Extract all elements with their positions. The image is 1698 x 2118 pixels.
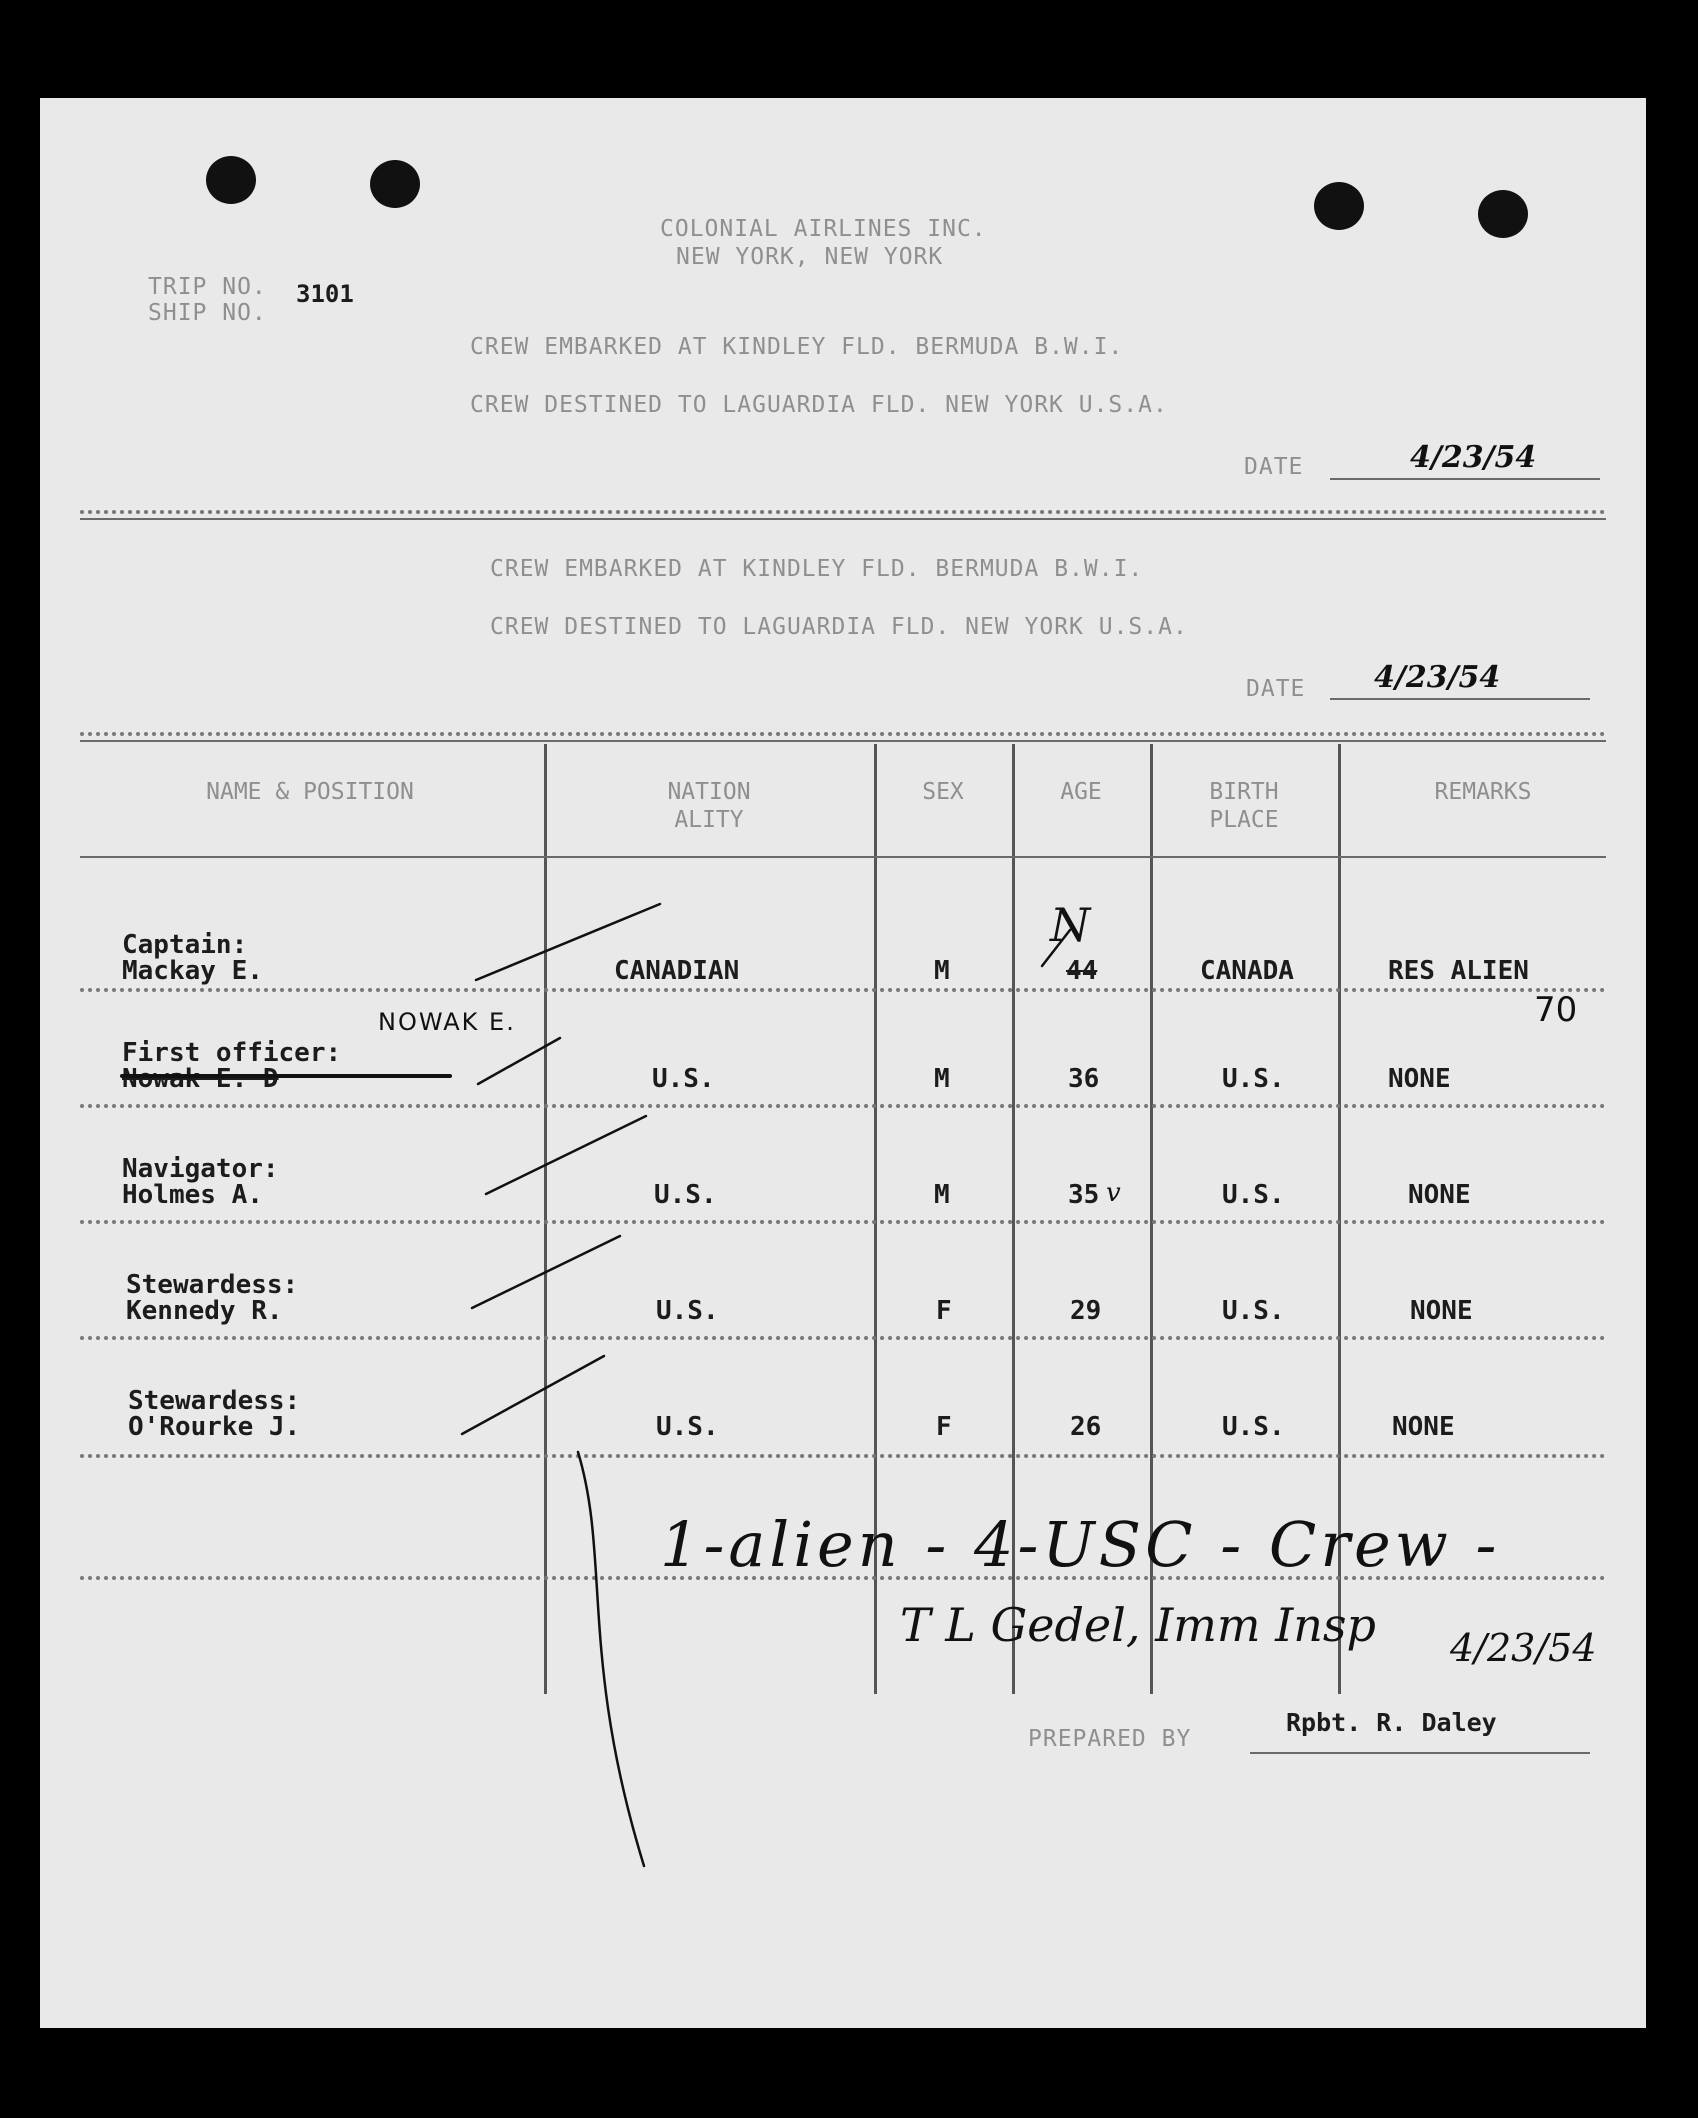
crew-age: 35 <box>1068 1180 1100 1210</box>
first-officer-correction: NOWAK E. <box>378 1008 516 1036</box>
crew-birthplace: U.S. <box>1222 1296 1285 1326</box>
crew-nationality: U.S. <box>652 1064 715 1094</box>
crew-sex: M <box>934 956 950 986</box>
check-stroke <box>462 1356 604 1434</box>
header-birthplace: BIRTH PLACE <box>1209 779 1279 833</box>
crew-birthplace: U.S. <box>1222 1412 1285 1442</box>
crew-remarks: NONE <box>1410 1296 1473 1326</box>
crew-remarks: NONE <box>1392 1412 1455 1442</box>
header-nationality: NATION ALITY <box>667 779 751 833</box>
ship-label: SHIP NO. <box>148 300 267 326</box>
crew-sex: F <box>936 1296 952 1326</box>
crew-remarks: NONE <box>1388 1064 1451 1094</box>
crew-name: Nowak E. D <box>122 1064 279 1094</box>
crew-position: Stewardess: <box>128 1386 301 1416</box>
crew-nationality: CANADIAN <box>614 956 740 986</box>
crew-name: O'Rourke J. <box>128 1412 301 1442</box>
inspector-signature: T L Gedel, Imm Insp <box>900 1598 1376 1652</box>
crew-remarks: NONE <box>1408 1180 1471 1210</box>
company-name: COLONIAL AIRLINES INC. <box>660 216 987 242</box>
date-label: DATE <box>1244 454 1304 480</box>
age-strike <box>1042 930 1070 966</box>
embarked-line: CREW EMBARKED AT KINDLEY FLD. BERMUDA B.W.I. <box>470 334 1124 360</box>
crew-position: Navigator: <box>122 1154 279 1184</box>
crew-age: 36 <box>1068 1064 1100 1094</box>
crew-age: 26 <box>1070 1412 1102 1442</box>
crew-nationality: U.S. <box>656 1296 719 1326</box>
destined-line: CREW DESTINED TO LAGUARDIA FLD. NEW YORK U.S.A. <box>490 614 1188 640</box>
header-name-position: NAME & POSITION <box>206 779 414 805</box>
crew-name: Mackay E. <box>122 956 263 986</box>
age-check-mark: N <box>1050 898 1091 952</box>
trip-number: 3101 <box>296 280 354 308</box>
trip-label: TRIP NO. <box>148 274 267 300</box>
check-stroke <box>472 1236 620 1308</box>
crew-birthplace: U.S. <box>1222 1180 1285 1210</box>
crew-nationality: U.S. <box>656 1412 719 1442</box>
crew-sex: M <box>934 1064 950 1094</box>
crew-age: 44 <box>1066 956 1098 986</box>
crew-position: First officer: <box>122 1038 342 1068</box>
date-value: 4/23/54 <box>1410 440 1537 475</box>
crew-birthplace: U.S. <box>1222 1064 1285 1094</box>
header-remarks: REMARKS <box>1434 779 1532 805</box>
crew-age: 29 <box>1070 1296 1102 1326</box>
vertical-stroke <box>578 1452 644 1866</box>
check-stroke <box>478 1038 560 1084</box>
header-sex: SEX <box>922 779 964 805</box>
crew-sex: M <box>934 1180 950 1210</box>
crew-birthplace: CANADA <box>1200 956 1294 986</box>
navigator-age-check: v <box>1106 1178 1121 1208</box>
crew-position: Captain: <box>122 930 248 960</box>
crew-nationality: U.S. <box>654 1180 717 1210</box>
check-stroke <box>476 904 660 980</box>
check-stroke <box>486 1116 646 1194</box>
inspector-date: 4/23/54 <box>1450 1626 1597 1670</box>
prepared-by-name: Rpbt. R. Daley <box>1286 1708 1497 1737</box>
crew-name: Kennedy R. <box>126 1296 283 1326</box>
captain-remark-number: 70 <box>1534 990 1578 1030</box>
date-label: DATE <box>1246 676 1306 702</box>
prepared-by-label: PREPARED BY <box>1028 1726 1192 1752</box>
crew-name: Holmes A. <box>122 1180 263 1210</box>
destined-line: CREW DESTINED TO LAGUARDIA FLD. NEW YORK U.S.A. <box>470 392 1168 418</box>
crew-remarks: RES ALIEN <box>1388 956 1529 986</box>
crew-sex: F <box>936 1412 952 1442</box>
crew-position: Stewardess: <box>126 1270 299 1300</box>
date-value: 4/23/54 <box>1374 660 1501 695</box>
company-city: NEW YORK, NEW YORK <box>676 244 944 270</box>
document-page <box>40 98 1646 2028</box>
pen-strokes <box>40 98 1646 2028</box>
embarked-line: CREW EMBARKED AT KINDLEY FLD. BERMUDA B.W.I. <box>490 556 1144 582</box>
summary-note: 1-alien - 4-USC - Crew - <box>660 1508 1501 1581</box>
header-age: AGE <box>1060 779 1102 805</box>
